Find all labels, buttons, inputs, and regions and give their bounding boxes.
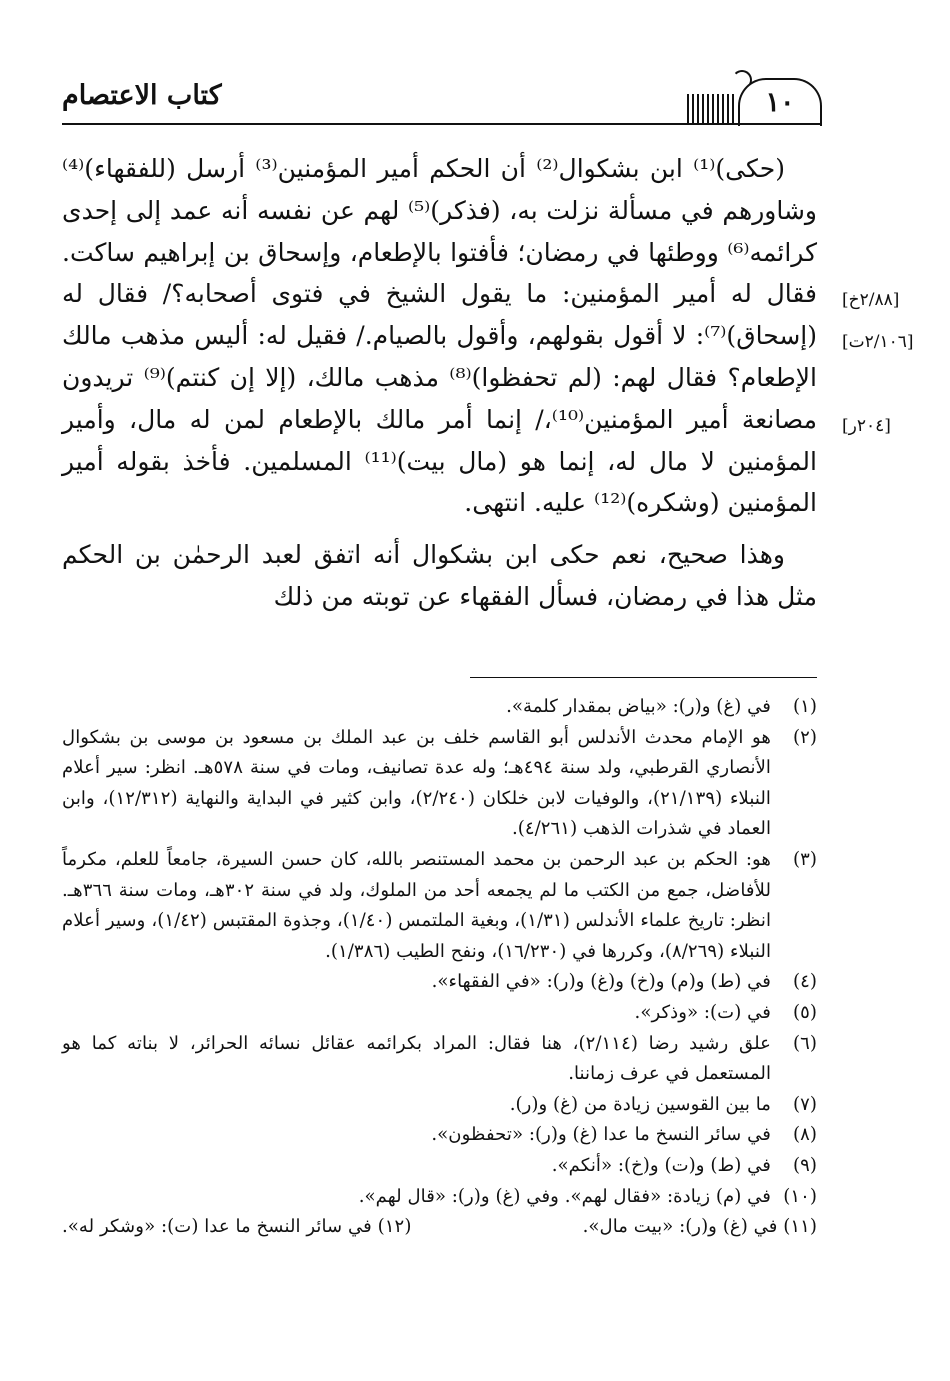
footnote-10 <box>62 1182 817 1213</box>
footnote-12 <box>62 1212 411 1243</box>
main-paragraph-1: (حكى)⁽¹⁾ ابن بشكوال⁽²⁾ أن الحكم أمير المؤمنين⁽³⁾ أرسل (للفقهاء)⁽⁴⁾ وشاورهم في مسألة نزلت به، (فذكر)⁽⁵⁾ لهم عن نفسه أنه عمد إلى إحدى كرائمه⁽⁶⁾ ووطئها في رمضان؛ فأفتوا بالإطعام، وإسحاق بن إبراهيم ساكت. فقال له أمير المؤمنين: ما يقول الشيخ في فتوى أصحابه؟/ فقال له (إسحاق)⁽⁷⁾: لا أقول بقولهم، وأقول بالصيام./ فقيل له: أليس مذهب مالك الإطعام؟ فقال لهم: (لم تحفظوا)⁽⁸⁾ مذهب مالك، (إلا إن كنتم)⁽⁹⁾ تريدون مصانعة أمير المؤمنين⁽¹⁰⁾،/ إنما أمر مالك بالإطعام لمن له مال، وأمير المؤمنين لا مال له، إنما هو (مال بيت)⁽¹¹⁾ المسلمين. فأخذ بقوله أمير المؤمنين (وشكره)⁽¹²⁾ عليه. انتهى. <box>62 154 817 518</box>
margin-ref-2: [٢/١٠٦ت] <box>842 332 914 352</box>
footnote-number: (٣) <box>793 848 817 870</box>
footnote-text: علق رشيد رضا (٢/١١٤)، هنا فقال: المراد بكرائمه عقائل نسائه الحرائر، لا بناته كما هو المستعمل في عرف زماننا. <box>62 1032 771 1085</box>
footnote-number: (١٠) <box>783 1185 817 1207</box>
footnote-number: (٦) <box>793 1032 817 1054</box>
footnote-number: (١١) <box>783 1216 817 1238</box>
footnote-number: (٧) <box>793 1093 817 1115</box>
footnote-number: (٥) <box>793 1001 817 1023</box>
footnote-3 <box>62 845 817 967</box>
footnote-number: (٢) <box>793 726 817 748</box>
footnote-text: هو الإمام محدث الأندلس أبو القاسم خلف بن عبد الملك بن مسعود بن موسى بن بشكوال الأنصاري القرطبي، ولد سنة ٤٩٤هـ؛ وله عدة تصانيف، ومات في سنة ٥٧٨هـ. انظر: سير أعلام النبلاء (٢١/١٣٩)، والوفيات لابن خلكان (٢/٢٤٠)، وابن كثير في البداية والنهاية (١٢/٣١٢)، وابن العماد في شذرات الذهب (٤/٢٦١). <box>62 726 771 840</box>
footnote-text: في (ط) و(م) و(خ) و(غ) و(ر): «في الفقهاء». <box>431 971 771 993</box>
footnote-5 <box>62 998 817 1029</box>
main-paragraph-2: وهذا صحيح، نعم حكى ابن بشكوال أنه اتفق لعبد الرحمٰن بن الحكم مثل هذا في رمضان، فسأل الفقهاء عن توبته من ذلك <box>62 540 817 611</box>
footnote-text: في (غ) و(ر): «بياض بمقدار كلمة». <box>506 696 771 717</box>
footnote-number: (٤) <box>793 971 817 993</box>
footnote-7 <box>62 1090 817 1121</box>
book-title: كتاب الاعتصام <box>62 80 222 111</box>
footnote-pair-row <box>62 1212 817 1243</box>
footnote-4 <box>62 967 817 998</box>
footnote-text: في (ط) و(ت) و(خ): «أنكم». <box>551 1154 771 1176</box>
footnote-11 <box>583 1212 817 1243</box>
margin-ref-1: [٢/٨٨خ] <box>842 290 900 310</box>
main-text <box>62 148 817 618</box>
footnote-text: في (ت): «وذكر». <box>634 1001 771 1023</box>
header-rule <box>62 123 822 125</box>
footnote-9 <box>62 1151 817 1182</box>
footnote-2 <box>62 723 817 845</box>
footnote-text: ما بين القوسين زيادة من (غ) و(ر). <box>509 1093 771 1115</box>
footnote-text: في سائر النسخ ما عدا (غ) و(ر): «تحفظون». <box>431 1124 771 1146</box>
footnotes <box>62 692 817 1243</box>
footnote-text: في (م) زيادة: «فقال لهم». وفي (غ) و(ر): «قال لهم». <box>358 1185 771 1207</box>
page-number: ١٠ <box>738 78 822 126</box>
footnote-number: (١٢) <box>377 1216 412 1238</box>
footnote-separator <box>470 677 817 678</box>
footnote-number: (٨) <box>793 1124 817 1146</box>
footnote-text: هو: الحكم بن عبد الرحمن بن محمد المستنصر بالله، كان حسن السيرة، جامعاً للعلم، مكرماً للأفاضل، جمع من الكتب ما لم يجمعه أحد من الملوك، ولد في سنة ٣٠٢هـ، ومات سنة ٣٦٦هـ. انظر: تاريخ علماء الأندلس (١/٣١)، وبغية الملتمس (١/٤٠)، وجذوة المقتبس (١/٤٢)، وسير أعلام النبلاء (٨/٢٦٩)، وكررها في (١٦/٢٣٠)، ونفح الطيب (١/٣٨٦). <box>62 848 771 962</box>
footnote-1 <box>62 692 817 723</box>
page-header <box>62 66 822 130</box>
footnote-8 <box>62 1120 817 1151</box>
header-ornament <box>678 88 734 124</box>
footnote-number: (٩) <box>793 1154 817 1176</box>
footnote-6 <box>62 1029 817 1090</box>
footnote-number: (١) <box>793 696 817 717</box>
footnote-text: في سائر النسخ ما عدا (ت): «وشكر له». <box>62 1216 372 1238</box>
footnote-text: في (غ) و(ر): «بيت مال». <box>582 1216 778 1238</box>
margin-ref-3: [٢٠٤ر] <box>842 416 891 436</box>
